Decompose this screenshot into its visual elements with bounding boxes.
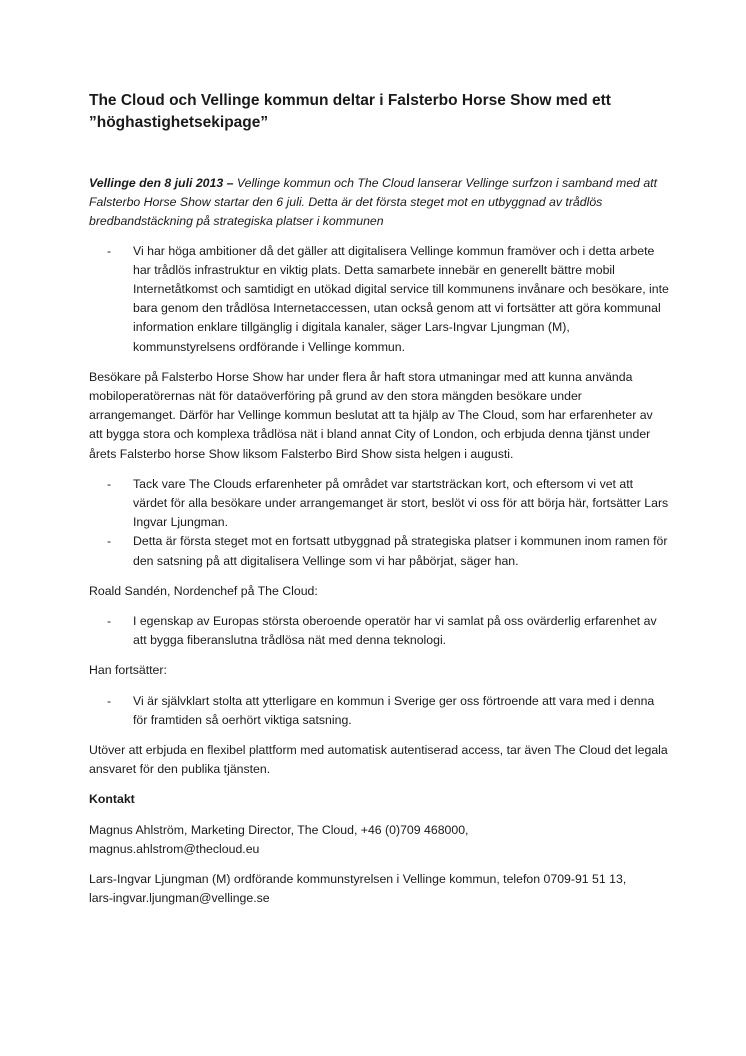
contact-person-1-email: magnus.ahlstrom@thecloud.eu [89,841,260,856]
document-title: The Cloud och Vellinge kommun deltar i Falsterbo Horse Show med ett ”höghastighetsekipage” [89,92,611,131]
quote-item [89,692,669,730]
dash-marker: - [107,614,112,629]
body-paragraph-3: Han fortsätter: [89,663,167,678]
quote-text: Vi har höga ambitioner då det gäller att digitalisera Vellinge kommun framöver och i detta arbete har trådlös infrastruktur en viktig plats. Detta samarbete innebär en generellt bättre mobil Internetåtkomst och samtidigt en utökad digital service till kommunens invånare och besökare, inte bara genom den trådlösa Internetaccessen, utan också genom att vi fortsätter att göra kommunal information enklare tillgänglig i digitala kanaler, säger Lars-Ingvar Ljungman (M), kommunstyrelsens ordförande i Vellinge kommun. [133,243,669,354]
contact-person-1-details: Magnus Ahlström, Marketing Director, The Cloud, +46 (0)709 468000, [89,822,469,837]
quote-list-2 [89,475,669,571]
quote-text: I egenskap av Europas största oberoende operatör har vi samlat på oss ovärderlig erfarenhet av att bygga fiberanslutna trådlösa nät med denna teknologi. [133,614,657,648]
quote-text: Detta är första steget mot en fortsatt utbyggnad på strategiska platser i kommunen inom ramen för den satsning på att digitalisera Vellinge som vi har påbörjat, säger han. [133,534,668,568]
body-paragraph-4: Utöver att erbjuda en flexibel plattform med automatisk autentiserad access, tar även The Cloud det legala ansvaret för den publika tjänsten. [89,743,668,777]
contact-person-2-details: Lars-Ingvar Ljungman (M) ordförande kommunstyrelsen i Vellinge kommun, telefon 0709-91 51 13, [89,872,627,887]
lead-text: Vellinge kommun och The Cloud lanserar Vellinge surfzon i samband med att Falsterbo Horse Show startar den 6 juli. Detta är det första steget mot en utbyggnad av trådlös bredbandstäckning på strategiska platser i kommunen [89,176,657,229]
quote-list-1 [89,242,669,357]
quote-text: Tack vare The Clouds erfarenheter på området var startsträckan kort, och eftersom vi vet att värdet för alla besökare under arrangemanget är stort, beslöt vi oss för att börja här, fortsätter Lars Ingvar Ljungman. [133,476,669,530]
contact-person-1 [89,821,669,859]
dash-marker: - [107,534,112,549]
quote-item [89,612,669,650]
quote-list-3 [89,612,669,650]
contact-person-2 [89,870,669,908]
dash-marker: - [107,693,112,708]
quote-list-4 [89,692,669,730]
quote-item [89,532,669,570]
document-page [89,90,669,920]
lead-dateline: Vellinge den 8 juli 2013 – [89,176,234,190]
lead-paragraph [89,174,669,232]
dash-marker: - [107,243,112,258]
quote-item [89,242,669,357]
quote-text: Vi är självklart stolta att ytterligare en kommun i Sverige ger oss förtroende att vara med i denna för framtiden så oerhört viktiga satsning. [133,693,655,727]
body-paragraph-2: Roald Sandén, Nordenchef på The Cloud: [89,583,318,598]
contact-person-2-email: lars-ingvar.ljungman@vellinge.se [89,891,270,906]
body-paragraph-1: Besökare på Falsterbo Horse Show har under flera år haft stora utmaningar med att kunna använda mobiloperatörernas nät för dataöverföring på grund av den stora mängden besökare under arrangemanget. Därför har Vellinge kommun beslutat att ta hjälp av The Cloud, som har erfarenheter av att bygga stora och komplexa trådlösa nät i bland annat City of London, och erbjuda denna tjänst under årets Falsterbo horse Show liksom Falsterbo Bird Show sista helgen i augusti. [89,369,653,461]
quote-item [89,475,669,533]
dash-marker: - [107,476,112,491]
contact-heading: Kontakt [89,792,135,807]
